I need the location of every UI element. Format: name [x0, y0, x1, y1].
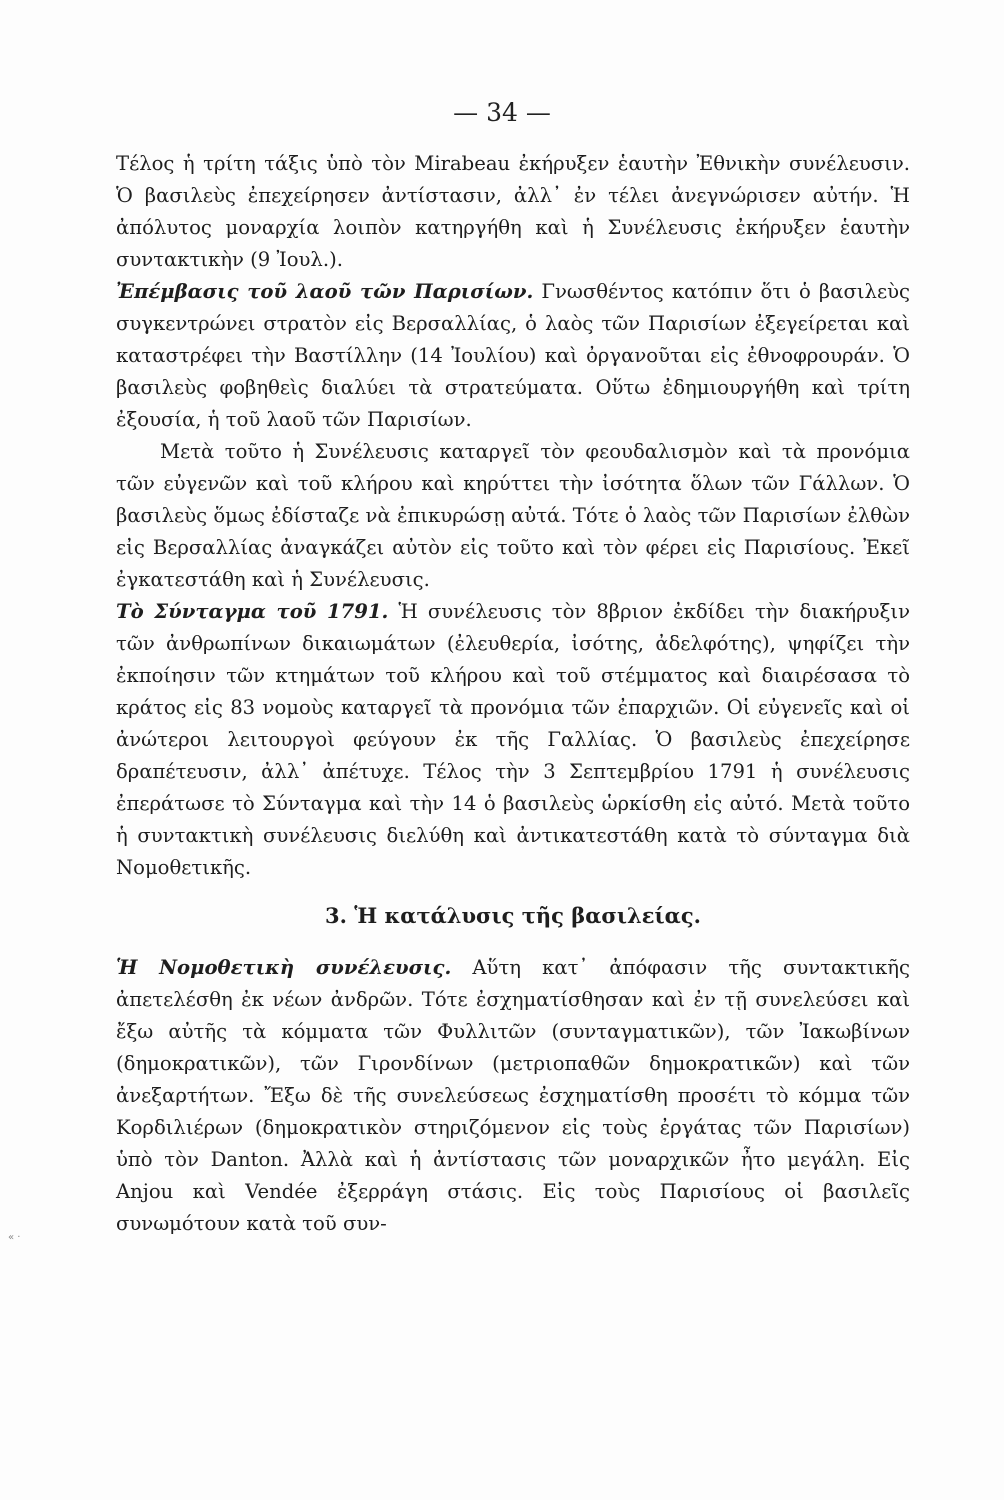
run-in-heading-paris: Ἐπέμβασις τοῦ λαοῦ τῶν Παρισίων.	[116, 280, 534, 303]
section-heading: 3. Ἡ κατάλυσις τῆς βασιλείας.	[325, 903, 701, 928]
page-number: — 34 —	[453, 98, 551, 127]
text-column	[116, 148, 910, 1240]
paragraph-body-constitution: Ἡ συνέλευσις τὸν 8βριον ἐκδίδει τὴν διακήρυξιν τῶν ἀνθρωπίνων δικαιωμάτων (ἐλευθερία, ἰσότης, ἀδελφότης), ψηφίζει τὴν ἐκποίησιν τῶν κτημάτων τοῦ κλήρου καὶ τοῦ στέμματος καὶ διαιρέσασα τὸ κράτος εἰς 83 νομοὺς καταργεῖ τὰ προνόμια τῶν ἐπαρχιῶν. Οἱ εὐγενεῖς καὶ οἱ ἀνώτεροι λειτουργοὶ φεύγουν ἐκ τῆς Γαλλίας. Ὁ βασιλεὺς ἐπεχείρησε δραπέτευσιν, ἀλλ᾽ ἀπέτυχε. Τέλος τὴν 3 Σεπτεμβρίου 1791 ἡ συνέλευσις ἐπεράτωσε τὸ Σύνταγμα καὶ τὴν 14 ὁ βασιλεὺς ὡρκίσθη εἰς αὐτό. Μετὰ τοῦτο ἡ συντακτικὴ συνέλευσις διελύθη καὶ ἀντικατεστάθη κατὰ τὸ σύνταγμα διὰ Νομοθετικῆς.	[116, 600, 910, 879]
paragraph-abolition-privileges: Μετὰ τοῦτο ἡ Συνέλευσις καταργεῖ τὸν φεουδαλισμὸν καὶ τὰ προνόμια τῶν εὐγενῶν καὶ τοῦ κλήρου καὶ κηρύττει τὴν ἰσότητα ὅλων τῶν Γάλλων. Ὁ βασιλεὺς ὅμως ἐδίσταζε νὰ ἐπικυρώσῃ αὐτά. Τότε ὁ λαὸς τῶν Παρισίων ἐλθὼν εἰς Βερσαλλίας ἀναγκάζει αὐτὸν εἰς τοῦτο καὶ τὸν φέρει εἰς Παρισίους. Ἐκεῖ ἐγκατεστάθη καὶ ἡ Συνέλευσις.	[116, 440, 910, 591]
paragraph-constitution-1791	[116, 596, 910, 884]
paragraph-body-paris: Γνωσθέντος κατόπιν ὅτι ὁ βασιλεὺς συγκεντρώνει στρατὸν εἰς Βερσαλλίας, ὁ λαὸς τῶν Παρισίων ἐξεγείρεται καὶ καταστρέφει τὴν Βαστίλλην (14 Ἰουλίου) καὶ ὀργανοῦται εἰς ἐθνοφρουράν. Ὁ βασιλεὺς φοβηθεὶς διαλύει τὰ στρατεύματα. Οὕτω ἐδημιουργήθη καὶ τρίτη ἐξουσία, ἡ τοῦ λαοῦ τῶν Παρισίων.	[116, 280, 910, 431]
run-in-heading-constitution: Τὸ Σύνταγμα τοῦ 1791.	[116, 600, 389, 623]
paragraph-national-assembly: Τέλος ἡ τρίτη τάξις ὑπὸ τὸν Mirabeau ἐκήρυξεν ἑαυτὴν Ἐθνικὴν συνέλευσιν. Ὁ βασιλεὺς ἐπεχείρησεν ἀντίστασιν, ἀλλ᾽ ἐν τέλει ἀνεγνώρισεν αὐτήν. Ἡ ἀπόλυτος μοναρχία λοιπὸν κατηργήθη καὶ ἡ Συνέλευσις ἐκήρυξεν ἑαυτὴν συντακτικὴν (9 Ἰουλ.).	[116, 152, 910, 271]
run-in-heading-legislative: Ἡ Νομοθετικὴ συνέλευσις.	[116, 956, 452, 979]
paragraph-legislative-assembly	[116, 952, 910, 1240]
margin-mark: « ·	[8, 1232, 21, 1243]
paragraph-paris-intervention	[116, 276, 910, 436]
paragraph-body-legislative: Αὕτη κατ᾽ ἀπόφασιν τῆς συντακτικῆς ἀπετελέσθη ἐκ νέων ἀνδρῶν. Τότε ἐσχηματίσθησαν καὶ ἐν τῇ συνελεύσει καὶ ἔξω αὐτῆς τὰ κόμματα τῶν Φυλλιτῶν (συνταγματικῶν), τῶν Ἰακωβίνων (δημοκρατικῶν), τῶν Γιρονδίνων (μετριοπαθῶν δημοκρατικῶν) καὶ τῶν ἀνεξαρτήτων. Ἔξω δὲ τῆς συνελεύσεως ἐσχηματίσθη προσέτι τὸ κόμμα τῶν Κορδιλιέρων (δημοκρατικὸν στηριζόμενον εἰς τοὺς ἐργάτας τῶν Παρισίων) ὑπὸ τὸν Danton. Ἀλλὰ καὶ ἡ ἀντίστασις τῶν μοναρχικῶν ἦτο μεγάλη. Εἰς Anjou καὶ Vendée ἐξερράγη στάσις. Εἰς τοὺς Παρισίους οἱ βασιλεῖς συνωμότουν κατὰ τοῦ συν-	[116, 956, 910, 1235]
